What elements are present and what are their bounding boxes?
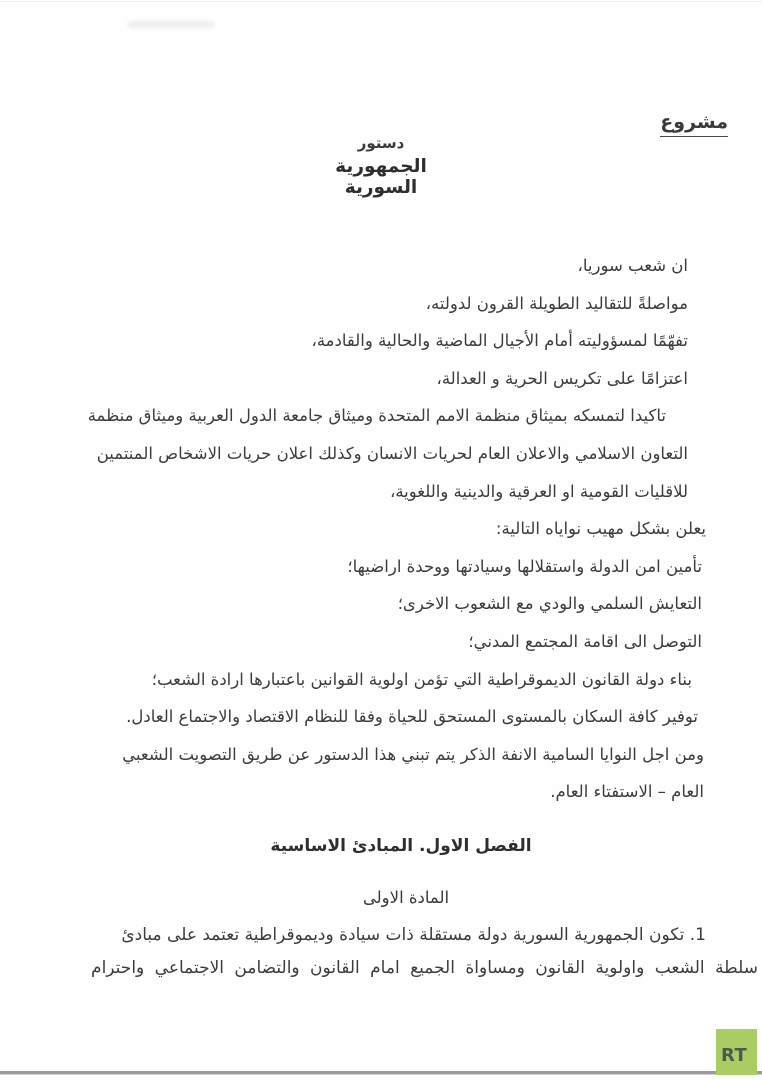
preamble-text (20, 247, 706, 811)
chapter-one-heading: الفصل الاول. المبادئ الاساسية (270, 836, 532, 856)
preamble-line: للاقليات القومية او العرقية والدينية واللغوية، (390, 481, 688, 501)
preamble-line: التوصل الى اقامة المجتمع المدني؛ (468, 631, 702, 651)
draft-stamp: مشروع (660, 111, 728, 137)
title-constitution: دستور (357, 134, 405, 152)
preamble-line: تاكيدا لتمسكه بميثاق منظمة الامم المتحدة وميثاق جامعة الدول العربية وميثاق منظمة (87, 406, 666, 426)
preamble-line: تفهّمًا لمسؤوليته أمام الأجيال الماضية والحالية والقادمة، (311, 331, 688, 351)
article-line: 1. تكون الجمهورية السورية دولة مستقلة ذات سيادة وديموقراطية تعتمد على مبادئ (121, 925, 706, 945)
preamble-line: التعايش السلمي والودي مع الشعوب الاخرى؛ (397, 594, 702, 614)
preamble-line: ان شعب سوريا، (577, 256, 688, 275)
article-one-text (0, 919, 758, 984)
preamble-line: توفير كافة السكان بالمستوى المستحق للحياة وفقا للنظام الاقتصاد والاجتماع العادل. (126, 707, 698, 727)
preamble-line: ومن اجل النوايا السامية الانفة الذكر يتم تبني هذا الدستور عن طريق التصويت الشعبي (122, 744, 704, 764)
article-line: سلطة الشعب واولوية القانون ومساواة الجميع امام القانون والتضامن الاجتماعي واحترام (91, 957, 758, 978)
rt-logo-label: RT (721, 1044, 748, 1066)
preamble-line: يعلن بشكل مهيب نواياه التالية: (495, 519, 706, 539)
preamble-line: بناء دولة القانون الديموقراطية التي تؤمن اولوية القوانين باعتبارها ارادة الشعب؛ (151, 669, 692, 689)
scan-edge-line-soft (0, 1074, 762, 1075)
document-title-block (298, 134, 464, 198)
preamble-line: تأمين امن الدولة واستقلالها وسيادتها ووحدة اراضيها؛ (347, 556, 702, 576)
article-one-heading: المادة الاولى (362, 888, 450, 907)
scan-top-edge (0, 1, 762, 2)
preamble-line: التعاون الاسلامي والاعلان العام لحريات الانسان وكذلك اعلان حريات الاشخاص المنتمين (96, 443, 688, 463)
preamble-line: اعتزامًا على تكريس الحرية و العدالة، (436, 368, 688, 388)
title-syrian-republic: الجمهورية السورية (335, 156, 427, 198)
rt-watermark-logo (716, 1029, 757, 1075)
scan-artifact-smudge (128, 21, 214, 28)
preamble-line: مواصلةً للتقاليد الطويلة القرون لدولته، (425, 293, 688, 313)
preamble-line: العام – الاستفتاء العام. (550, 782, 704, 802)
